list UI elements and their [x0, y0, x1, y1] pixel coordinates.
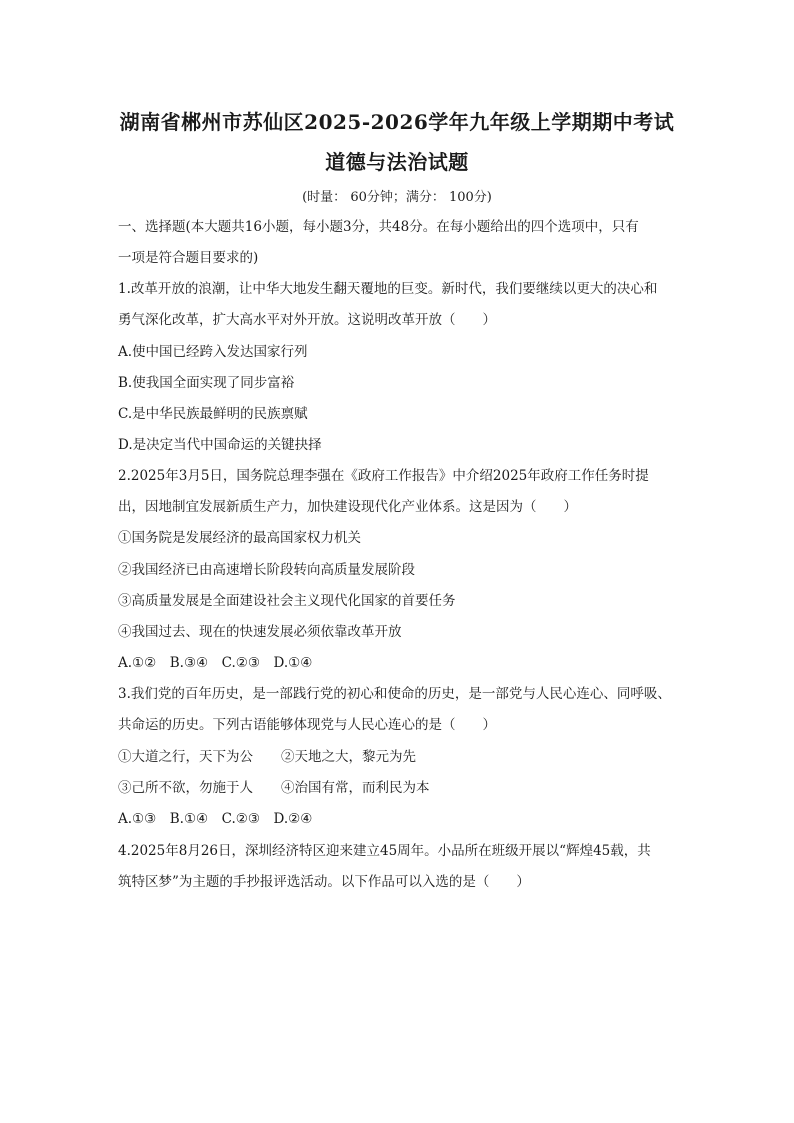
- q2-item-2: ②我国经济已由高速增长阶段转向高质量发展阶段: [118, 562, 415, 578]
- q1-option-d: D.是决定当代中国命运的关键抉择: [118, 437, 322, 453]
- q1-stem-line-1: 1.改革开放的浪潮，让中华大地发生翻天覆地的巨变。新时代，我们要继续以更大的决心和: [118, 281, 658, 297]
- q3-item-1: ①大道之行，天下为公: [118, 749, 253, 765]
- q3-choices: A.①③ B.①④ C.②③ D.②④: [118, 811, 313, 827]
- q1-stem-line-2: 勇气深化改革，扩大高水平对外开放。这说明改革开放（ ）: [118, 312, 496, 328]
- q2-stem-line-1: 2.2025年3月5日，国务院总理李强在《政府工作报告》中介绍2025年政府工作任务时提: [118, 468, 649, 484]
- q3-stem-line-1: 3.我们党的百年历史，是一部践行党的初心和使命的历史，是一部党与人民心连心、同呼吸、: [118, 686, 671, 702]
- q3-items-row-2: [118, 778, 430, 798]
- q1-option-b: B.使我国全面实现了同步富裕: [118, 375, 295, 391]
- q1-option-c: C.是中华民族最鲜明的民族禀赋: [118, 406, 308, 422]
- exam-time-score: (时量： 60分钟；满分： 100分): [302, 190, 492, 205]
- exam-title: 湖南省郴州市苏仙区2025-2026学年九年级上学期期中考试: [119, 110, 675, 134]
- q3-item-4: ④治国有常，而利民为本: [281, 780, 430, 796]
- q2-item-1: ①国务院是发展经济的最高国家权力机关: [118, 530, 361, 546]
- q3-item-3: ③己所不欲，勿施于人: [118, 780, 253, 796]
- q3-stem-line-2: 共命运的历史。下列古语能够体现党与人民心连心的是（ ）: [118, 717, 496, 733]
- q1-option-a: A.使中国已经跨入发达国家行列: [118, 344, 308, 360]
- q2-stem-line-2: 出，因地制宜发展新质生产力，加快建设现代化产业体系。这是因为（ ）: [118, 499, 577, 515]
- q4-stem-line-1: 4.2025年8月26日，深圳经济特区迎来建立45周年。小品所在班级开展以“辉煌45载，共: [118, 843, 651, 859]
- q3-item-2: ②天地之大，黎元为先: [281, 749, 416, 765]
- q4-stem-line-2: 筑特区梦”为主题的手抄报评选活动。以下作品可以入选的是（ ）: [118, 874, 530, 890]
- section-intro-line-1: 一、选择题(本大题共16小题，每小题3分，共48分。在每小题给出的四个选项中，只有: [118, 219, 639, 235]
- q2-choices: A.①② B.③④ C.②③ D.①④: [118, 655, 313, 671]
- q2-item-3: ③高质量发展是全面建设社会主义现代化国家的首要任务: [118, 593, 456, 609]
- q2-item-4: ④我国过去、现在的快速发展必须依靠改革开放: [118, 624, 402, 640]
- exam-subtitle: 道德与法治试题: [325, 150, 469, 174]
- section-intro-line-2: 一项是符合题目要求的): [118, 250, 259, 266]
- q3-items-row-1: [118, 747, 416, 767]
